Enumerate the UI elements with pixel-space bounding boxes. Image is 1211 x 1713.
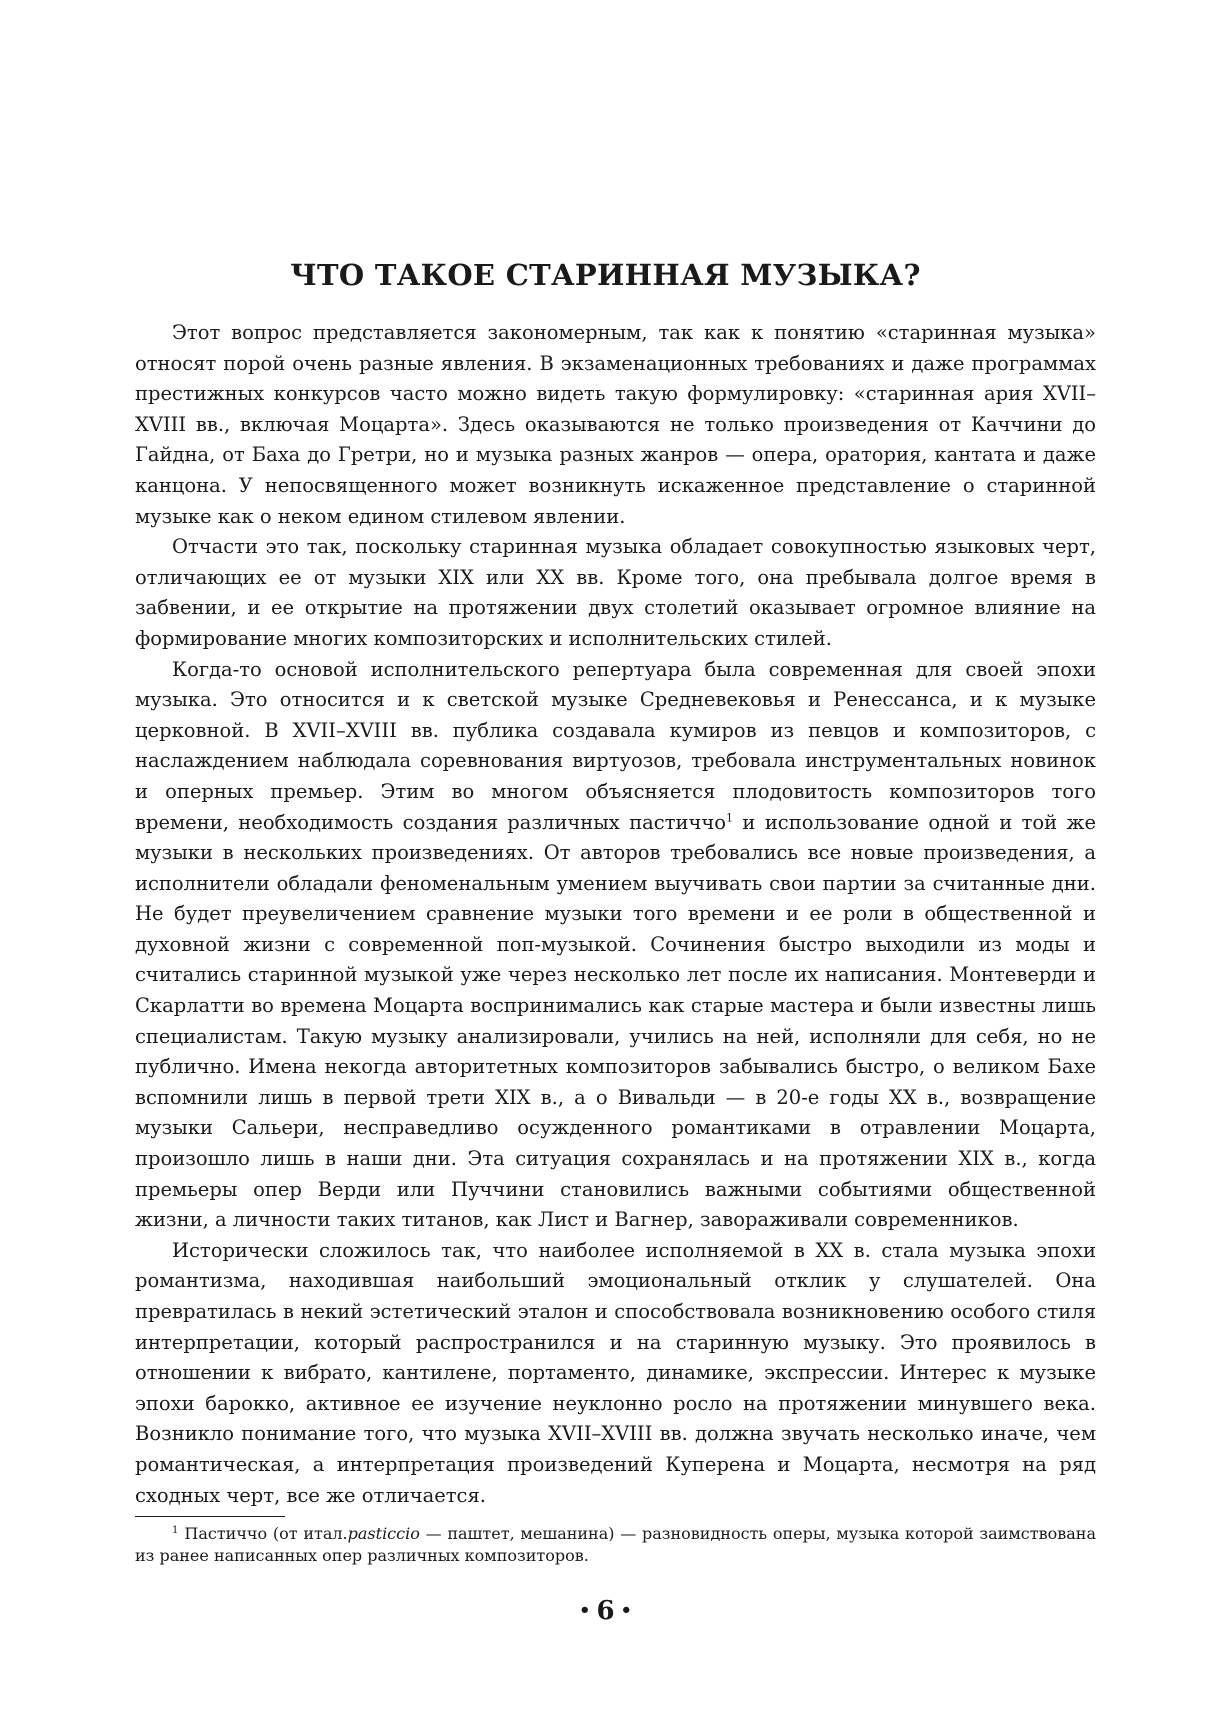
paragraph-2: Отчасти это так, поскольку старинная музыка обладает совокупностью языковых черт, отличающих ее от музыки XIX или XX вв. Кроме того, она пребывала долгое время в забвении, и ее открытие на протяжении двух столетий оказывает огромное влияние на формирование многих композиторских и исполнительских стилей. bbox=[135, 535, 1096, 650]
page-title: ЧТО ТАКОЕ СТАРИННАЯ МУЗЫКА? bbox=[290, 258, 921, 292]
page-number bbox=[0, 1596, 1211, 1626]
paragraph-3-part-2: и использование одной и той же музыки в нескольких произведениях. От авторов требовались все новые произведения, а исполнители обладали феноменальным умением выучивать свои партии за считанные дни. Не будет преувеличением сравнение музыки того времени и ее роли в общественной и духовной жизни с современной поп-музыкой. Сочинения быстро выходили из моды и считались старинной музыкой уже через несколько лет после их написания. Монтеверди и Скарлатти во времена Моцарта воспринимались как старые мастера и были известны лишь специалистам. Такую музыку анализировали, учились на ней, исполняли для себя, но не публично. Имена некогда авторитетных композиторов забывались быстро, о великом Бахе вспомнили лишь в первой трети XIX в., а о Вивальди — в 20-е годы XX в., возвращение музыки Сальери, несправедливо осужденного романтиками в отравлении Моцарта, произошло лишь в наши дни. Эта ситуация сохранялась и на протяжении XIX в., когда премьеры опер Верди или Пуччини становились важными событиями общественной жизни, а личности таких титанов, как Лист и Вагнер, завораживали современников. bbox=[135, 810, 1097, 1232]
paragraph-4: Исторически сложилось так, что наиболее исполняемой в XX в. стала музыка эпохи романтизма, находившая наибольший эмоциональный отклик у слушателей. Она превратилась в некий эстетический эталон и способствовала возникновению особого стиля интерпретации, который распространился и на старинную музыку. Это проявилось в отношении к вибрато, кантилене, портаменто, динамике, экспрессии. Интерес к музыке эпохи барокко, активное ее изучение неуклонно росло на протяжении минувшего века. Возникло понимание того, что музыка XVII–XVIII вв. должна звучать несколько иначе, чем романтическая, а интерпретация произведений Куперена и Моцарта, несмотря на ряд сходных черт, все же отличается. bbox=[135, 1238, 1096, 1507]
bullet-icon: • bbox=[620, 1600, 633, 1621]
body-text bbox=[135, 318, 1096, 1511]
paragraph-1: Этот вопрос представляется закономерным, так как к понятию «старинная музыка» относят порой очень разные явления. В экзаменационных требованиях и даже программах престижных конкурсов часто можно видеть такую формулировку: «старинная ария XVII–XVIII вв., включая Моцарта». Здесь оказываются не только произведения от Каччини до Гайдна, от Баха до Гретри, но и музыка разных жанров — опера, оратория, кантата и даже канцона. У непосвященного может возникнуть искаженное представление о старинной музыке как о неком едином стилевом явлении. bbox=[135, 321, 1096, 528]
footnote-divider bbox=[135, 1516, 285, 1517]
footnote-reference[interactable]: 1 bbox=[726, 811, 734, 824]
footnote-text-start: Пастиччо (от итал. bbox=[184, 1524, 348, 1543]
page-number-value: 6 bbox=[596, 1596, 615, 1626]
paragraph-3-part-1: Когда-то основой исполнительского репертуара была современная для своей эпохи музыка. Это относится и к светской музыке Средневековья и Ренессанса, и к музыке церковной. В XVII–XVIII вв. публика создавала кумиров из певцов и композиторов, с наслаждением наблюдала соревнования виртуозов, требовала инструментальных новинок и оперных премьер. Этим во многом объясняется плодовитость композиторов того времени, необходимость создания различных пастиччо bbox=[135, 657, 1096, 834]
bullet-icon: • bbox=[578, 1600, 591, 1621]
paragraph-3 bbox=[135, 655, 1096, 1236]
footnote bbox=[135, 1523, 1096, 1567]
footnote-text-end: — паштет, мешанина) — разновидность оперы, музыка которой заимствована из ранее написанных опер различных композиторов. bbox=[135, 1524, 1096, 1565]
footnote-number: 1 bbox=[172, 1524, 179, 1536]
footnote-italic-term: pasticcio bbox=[347, 1524, 420, 1543]
